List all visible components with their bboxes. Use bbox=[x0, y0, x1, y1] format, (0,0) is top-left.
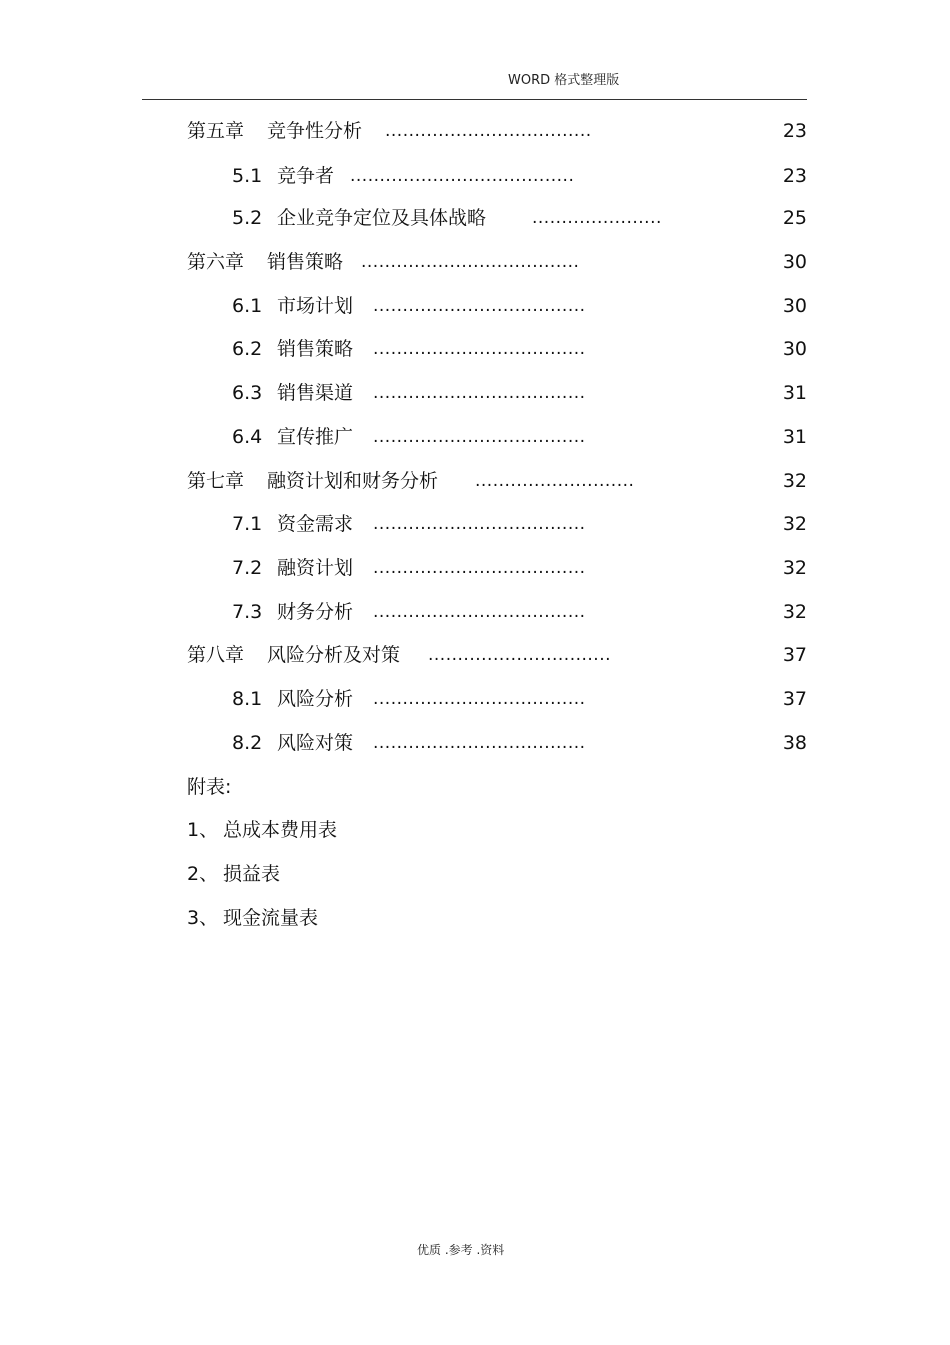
toc-number: 7.3 bbox=[232, 601, 263, 623]
toc-leader: .................................... bbox=[373, 733, 586, 753]
toc-section-8-2[interactable] bbox=[232, 728, 732, 758]
toc-chapter-8[interactable] bbox=[187, 640, 807, 670]
toc-number: 5.2 bbox=[232, 207, 263, 229]
toc-number: 8.1 bbox=[232, 688, 263, 710]
toc-number: 第五章 bbox=[187, 120, 245, 142]
toc-section-5-2[interactable] bbox=[232, 203, 732, 233]
toc-leader: ........................... bbox=[475, 471, 635, 491]
toc-number: 6.2 bbox=[232, 338, 263, 360]
toc-page-number: 37 bbox=[782, 688, 807, 710]
toc-page-number: 23 bbox=[782, 120, 807, 142]
toc-section-5-1[interactable] bbox=[232, 161, 732, 191]
toc-leader: .................................... bbox=[373, 383, 586, 403]
toc-number: 5.1 bbox=[232, 165, 263, 187]
appendix-item-label: 现金流量表 bbox=[223, 907, 319, 929]
toc-page-number: 23 bbox=[782, 165, 807, 187]
toc-title: 风险分析 bbox=[277, 688, 354, 710]
toc-page-number: 31 bbox=[782, 426, 807, 448]
toc-section-7-3[interactable] bbox=[232, 597, 732, 627]
toc-leader: .................................... bbox=[373, 602, 586, 622]
toc-leader: ...................................... bbox=[350, 166, 575, 186]
toc-number: 6.1 bbox=[232, 295, 263, 317]
toc-title: 竞争者 bbox=[277, 165, 335, 187]
toc-leader: .................................... bbox=[373, 296, 586, 316]
page-header: WORD 格式整理版 bbox=[508, 73, 620, 88]
toc-number: 7.1 bbox=[232, 513, 263, 535]
toc-leader: .................................... bbox=[373, 514, 586, 534]
appendix-heading: 附表: bbox=[187, 776, 232, 798]
toc-title: 资金需求 bbox=[277, 513, 354, 535]
toc-leader: .................................... bbox=[373, 427, 586, 447]
toc-title: 销售策略 bbox=[267, 251, 344, 273]
toc-section-7-1[interactable] bbox=[232, 509, 732, 539]
toc-leader: ............................... bbox=[428, 645, 612, 665]
toc-page-number: 32 bbox=[782, 513, 807, 535]
toc-page-number: 30 bbox=[782, 251, 807, 273]
toc-section-6-4[interactable] bbox=[232, 422, 732, 452]
toc-chapter-5[interactable] bbox=[187, 116, 807, 146]
toc-number: 6.4 bbox=[232, 426, 263, 448]
toc-leader: ..................................... bbox=[361, 252, 580, 272]
appendix-item-index: 1、 bbox=[187, 819, 219, 841]
toc-page-number: 32 bbox=[782, 557, 807, 579]
toc-title: 竞争性分析 bbox=[267, 120, 363, 142]
toc-number: 第八章 bbox=[187, 644, 245, 666]
toc-title: 销售渠道 bbox=[277, 382, 354, 404]
toc-title: 市场计划 bbox=[277, 295, 354, 317]
toc-section-6-3[interactable] bbox=[232, 378, 732, 408]
toc-number: 第六章 bbox=[187, 251, 245, 273]
appendix-item-index: 2、 bbox=[187, 863, 219, 885]
toc-chapter-7[interactable] bbox=[187, 466, 807, 496]
appendix-item bbox=[187, 903, 318, 933]
toc-page-number: 31 bbox=[782, 382, 807, 404]
toc-leader: .................................... bbox=[373, 689, 586, 709]
appendix-item-label: 损益表 bbox=[223, 863, 281, 885]
appendix-item-index: 3、 bbox=[187, 907, 219, 929]
toc-page-number: 30 bbox=[782, 295, 807, 317]
page-footer: 优质 .参考 .资料 bbox=[417, 1243, 505, 1257]
toc-number: 6.3 bbox=[232, 382, 263, 404]
toc-section-7-2[interactable] bbox=[232, 553, 732, 583]
toc-title: 风险对策 bbox=[277, 732, 354, 754]
toc-page-number: 37 bbox=[782, 644, 807, 666]
toc-section-6-2[interactable] bbox=[232, 334, 732, 364]
toc-number: 第七章 bbox=[187, 470, 245, 492]
toc-title: 融资计划和财务分析 bbox=[267, 470, 439, 492]
toc-chapter-6[interactable] bbox=[187, 247, 807, 277]
toc-leader: .................................... bbox=[373, 558, 586, 578]
toc-section-6-1[interactable] bbox=[232, 291, 732, 321]
toc-page-number: 32 bbox=[782, 470, 807, 492]
toc-title: 企业竞争定位及具体战略 bbox=[277, 207, 487, 229]
toc-leader: ...................... bbox=[532, 208, 662, 228]
appendix-item bbox=[187, 815, 337, 845]
toc-page-number: 32 bbox=[782, 601, 807, 623]
toc-leader: .................................... bbox=[373, 339, 586, 359]
toc-page-number: 38 bbox=[782, 732, 807, 754]
toc-number: 8.2 bbox=[232, 732, 263, 754]
toc-title: 宣传推广 bbox=[277, 426, 354, 448]
toc-title: 风险分析及对策 bbox=[267, 644, 401, 666]
toc-leader: ................................... bbox=[385, 121, 592, 141]
toc-title: 销售策略 bbox=[277, 338, 354, 360]
toc-number: 7.2 bbox=[232, 557, 263, 579]
toc-page-number: 30 bbox=[782, 338, 807, 360]
toc-title: 财务分析 bbox=[277, 601, 354, 623]
appendix-item bbox=[187, 859, 280, 889]
toc-section-8-1[interactable] bbox=[232, 684, 732, 714]
appendix-item-label: 总成本费用表 bbox=[223, 819, 338, 841]
toc-title: 融资计划 bbox=[277, 557, 354, 579]
toc-page-number: 25 bbox=[782, 207, 807, 229]
